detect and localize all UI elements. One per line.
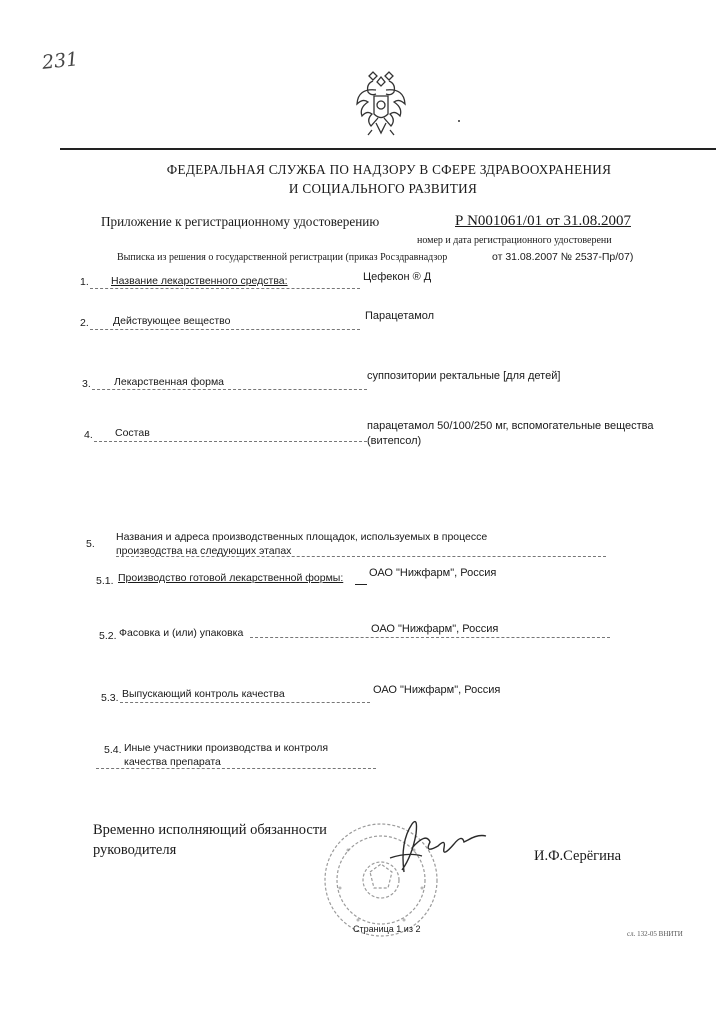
item-3-number: 3.	[82, 378, 91, 390]
header-rule	[60, 148, 716, 150]
item-3-underline	[92, 389, 367, 390]
item-5-4-number: 5.4.	[104, 744, 122, 756]
item-4-number: 4.	[84, 429, 93, 441]
item-5-3-number: 5.3.	[101, 692, 119, 704]
coat-of-arms-emblem	[354, 68, 408, 138]
item-5-3-value: ОАО "Нижфарм", Россия	[373, 684, 501, 696]
item-2-value: Парацетамол	[365, 310, 435, 322]
item-2-underline	[90, 329, 360, 330]
handwritten-page-number: 231	[40, 48, 80, 74]
extract-text: Выписка из решения о государственной регистрации (приказ Росздравнадзор	[117, 252, 448, 263]
scan-dot	[458, 120, 460, 122]
item-5-2-number: 5.2.	[99, 630, 117, 642]
item-5-label-line1: Названия и адреса производственных площадок, используемых в процессе	[116, 531, 488, 543]
item-4-value-line2: (витепсол)	[367, 435, 422, 447]
item-1-underline	[90, 288, 360, 289]
item-5-4-label-line1: Иные участники производства и контроля	[124, 742, 329, 754]
item-5-2-label: Фасовка и (или) упаковка	[119, 627, 244, 639]
signer-position-line1: Временно исполняющий обязанности	[93, 822, 327, 838]
item-1-value: Цефекон ® Д	[363, 271, 432, 283]
item-2-number: 2.	[80, 317, 89, 329]
handwritten-signature	[382, 812, 492, 882]
item-5-1-value: ОАО "Нижфарм", Россия	[369, 567, 497, 579]
item-3-value: суппозитории ректальные [для детей]	[367, 370, 561, 382]
form-code: сл. 132-05 ВНИТИ	[627, 930, 683, 938]
signer-name: И.Ф.Серёгина	[534, 848, 622, 864]
item-5-1-number: 5.1.	[96, 575, 114, 587]
item-5-number: 5.	[86, 538, 95, 550]
item-5-1-label: Производство готовой лекарственной формы:	[118, 572, 344, 584]
item-5-3-label: Выпускающий контроль качества	[122, 688, 285, 700]
registration-number: Р N001061/01 от 31.08.2007	[455, 213, 631, 229]
item-4-label: Состав	[115, 427, 150, 439]
item-4-underline	[94, 441, 367, 442]
item-5-4-underline	[96, 768, 376, 769]
appendix-title: Приложение к регистрационному удостоверению	[101, 214, 380, 229]
item-5-2-value: ОАО "Нижфарм", Россия	[371, 623, 499, 635]
item-5-underline	[116, 556, 606, 557]
registration-caption: номер и дата регистрационного удостоверени	[417, 235, 612, 246]
signer-position-line2: руководителя	[93, 842, 177, 858]
item-4-value-line1: парацетамол 50/100/250 мг, вспомогательные вещества	[367, 420, 654, 432]
item-3-label: Лекарственная форма	[114, 376, 225, 388]
item-5-3-underline	[120, 702, 370, 703]
item-5-2-underline	[250, 637, 610, 638]
item-1-label: Название лекарственного средства:	[111, 275, 288, 287]
item-5-label-line2: производства на следующих этапах	[116, 545, 292, 557]
item-5-4-label-line2: качества препарата	[124, 756, 221, 768]
item-1-number: 1.	[80, 276, 89, 288]
page-indicator: Страница 1 из 2	[353, 924, 421, 934]
item-2-label: Действующее вещество	[113, 315, 231, 327]
agency-title-line1: ФЕДЕРАЛЬНАЯ СЛУЖБА ПО НАДЗОРУ В СФЕРЕ ЗДРАВООХРАНЕНИЯ	[166, 162, 612, 177]
extract-order: от 31.08.2007 № 2537-Пр/07)	[492, 251, 634, 263]
item-5-1-underline	[355, 584, 367, 585]
agency-title-line2: И СОЦИАЛЬНОГО РАЗВИТИЯ	[288, 181, 478, 196]
